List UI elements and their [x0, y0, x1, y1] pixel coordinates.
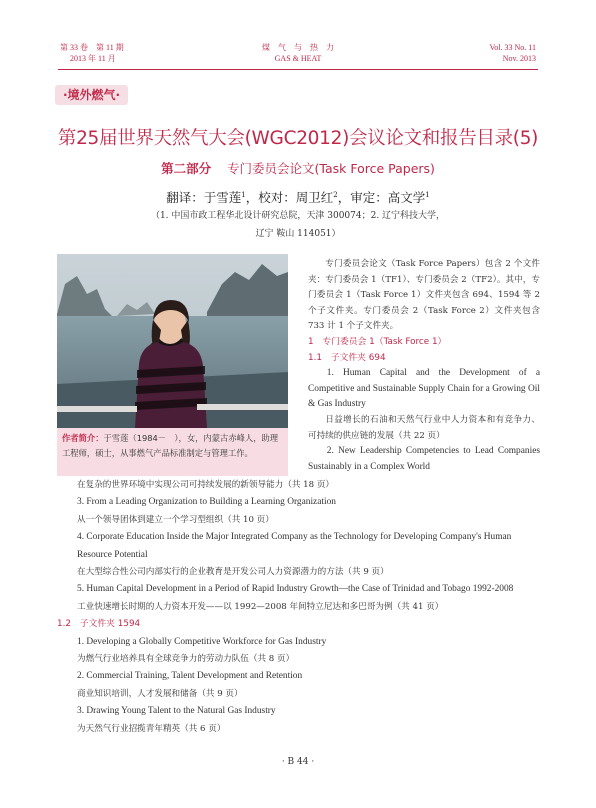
translator-label: 翻译： — [166, 190, 204, 205]
subtitle-text: 专门委员会论文(Task Force Papers) — [227, 161, 435, 176]
author-line — [0, 188, 596, 206]
right-column — [308, 257, 540, 475]
translator-name: 于雪莲 — [203, 190, 242, 205]
paper-title-cn: 工业快速增长时期的人力资本开发——以 1992—2008 年间特立尼达和多巴哥为例（共 41 页） — [77, 601, 444, 612]
volume-issue: 第 33 卷 第 11 期 — [60, 43, 124, 52]
paper-title-en: 2. Commercial Training, Talent Development and Retention — [77, 671, 303, 682]
issue-date-en: Nov. 2013 — [502, 54, 536, 63]
paper-title-cn: 为燃气行业培养具有全球竞争力的劳动力队伍（共 8 页） — [77, 654, 295, 665]
volume-issue-en: Vol. 33 No. 11 — [489, 43, 536, 52]
paper-title-cn: 从一个领导团体到建立一个学习型组织（共 10 页） — [77, 514, 274, 525]
paper-title-en: 4. Corporate Education Inside the Major Integrated Company as the Technology for Developing Company's Human Resource Potential — [77, 532, 512, 560]
affiliation-mark: 1 — [425, 190, 430, 199]
reviewer-label: ，校对： — [245, 190, 296, 205]
paper-title-cn: 在大型综合性公司内部实行的企业教育是开发公司人力资源潜力的方法（共 9 页） — [77, 567, 389, 578]
approver-name: 高文学 — [387, 190, 426, 205]
bio-label: 作者简介： — [62, 433, 104, 443]
paper-title-cn: 日益增长的石油和天然气行业中人力资本和有竞争力、可持续的供应链的发展（共 22 页） — [308, 414, 540, 441]
journal-name-en: GAS & HEAT — [274, 54, 322, 63]
author-bio — [62, 431, 284, 460]
approver-label: ，审定： — [337, 190, 388, 205]
paper-title-cn: 为天然气行业招揽青年精英（共 6 页） — [77, 723, 226, 734]
author-photo — [57, 254, 288, 428]
paper-title-en: 3. Drawing Young Talent to the Natural Gas Industry — [77, 706, 276, 717]
affiliation-line: 辽宁 鞍山 114051） — [255, 229, 341, 239]
paper-title-en: 1. Human Capital and the Development of a Competitive and Sustainable Supply Chain for a Growing Oil & Gas Industry — [308, 368, 540, 410]
paper-title-en: 1. Developing a Globally Competitive Workforce for Gas Industry — [77, 636, 327, 647]
bio-text: 于雪莲（1984－ ），女，内蒙古赤峰人，助理工程师，硕士，从事燃气产品标准制定与管理工作。 — [62, 433, 279, 458]
journal-name-cn: 煤 气 与 热 力 — [262, 43, 334, 52]
reviewer-name: 周卫红 — [295, 190, 334, 205]
subsection-heading: 1.2 子文件夹 1594 — [57, 619, 141, 630]
affiliation-line: （1. 中国市政工程华北设计研究总院，天津 300074；2. 辽宁科技大学， — [150, 211, 446, 221]
affiliations — [0, 207, 596, 243]
affiliation-mark: 2 — [333, 190, 338, 199]
paper-title-en: 3. From a Leading Organization to Building a Learning Organization — [77, 497, 336, 508]
page-number: · B 44 · — [281, 757, 315, 767]
author-photo-image — [57, 254, 288, 428]
subsection-heading: 1.1 子文件夹 694 — [308, 352, 386, 363]
paper-title-en: 5. Human Capital Development in a Period of Rapid Industry Growth—the Case of Trinidad and Tobago 1992-2008 — [77, 584, 514, 595]
paper-title-cn: 商业知识培训，人才发展和储备（共 9 页） — [77, 688, 243, 699]
issue-date: 2013 年 11 月 — [70, 54, 116, 63]
article-title: 第25届世界天然气大会(WGC2012)会议论文和报告目录(5) — [57, 128, 539, 149]
paper-title-en: 2. New Leadership Competencies to Lead Companies Sustainably in a Complex World — [308, 446, 540, 472]
journal-volume-info-en — [490, 42, 536, 64]
toc-list — [57, 477, 541, 738]
subtitle-part: 第二部分 — [161, 161, 212, 176]
article-subtitle — [0, 159, 596, 177]
header-divider — [58, 69, 538, 70]
affiliation-mark: 1 — [241, 190, 246, 199]
paper-title-cn: 在复杂的世界环境中实现公司可持续发展的新领导能力（共 18 页） — [77, 480, 335, 490]
intro-paragraph: 专门委员会论文（Task Force Papers）包含 2 个文件夹：专门委员会 1（TF1）、专门委员会 2（TF2）。其中，专门委员会 1（Task Force 1）文件夹包含 694、1594 等 2 个子文件夹。专门委员会 2（Task Force 2）文件夹包含 733 计 1 个子文件夹。 — [308, 259, 540, 332]
column-tag: ·境外燃气· — [55, 85, 128, 105]
section-heading: 1 专门委员会 1（Task Force 1） — [308, 336, 447, 347]
